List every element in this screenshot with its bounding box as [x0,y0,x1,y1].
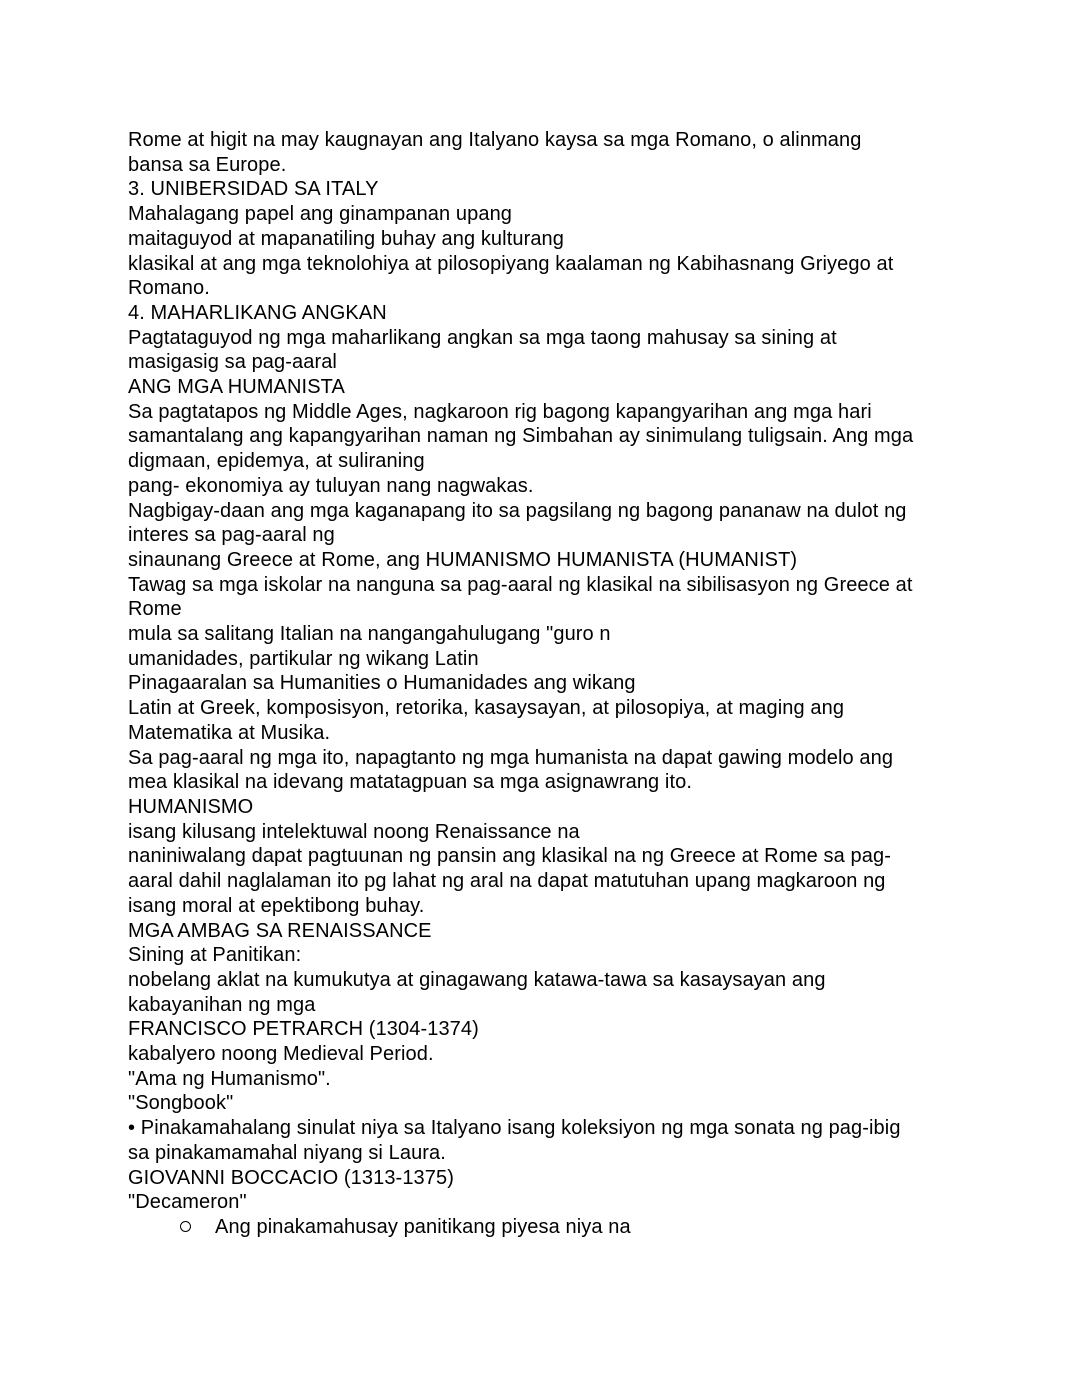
text-line: masigasig sa pag-aaral [128,351,337,374]
text-line: "Decameron" [128,1191,247,1214]
text-line: samantalang ang kapangyarihan naman ng Simbahan ay sinimulang tuligsain. Ang mga [128,425,914,448]
bullet-item-text: Ang pinakamahusay panitikang piyesa niya na [215,1215,631,1238]
text-line: Pagtataguyod ng mga maharlikang angkan sa mga taong mahusay sa sining at [128,326,837,349]
text-line: umanidades, partikular ng wikang Latin [128,647,479,670]
text-line: bansa sa Europe. [128,153,287,176]
text-line: Rome at higit na may kaugnayan ang Italyano kaysa sa mga Romano, o alinmang [128,129,862,151]
text-line: Pinagaaralan sa Humanities o Humanidades ang wikang [128,672,636,695]
text-line: Matematika at Musika. [128,721,331,744]
text-line: kabalyero noong Medieval Period. [128,1043,434,1066]
text-line: sinaunang Greece at Rome, ang HUMANISMO HUMANISTA (HUMANIST) [128,548,798,571]
text-line: maitaguyod at mapanatiling buhay ang kulturang [128,227,565,250]
bullet-list-item [128,1215,1018,1240]
text-line: aaral dahil naglalaman ito pg lahat ng aral na dapat matutuhan upang magkaroon ng [128,870,886,893]
text-line: Tawag sa mga iskolar na nanguna sa pag-aaral ng klasikal na sibilisasyon ng Greece at [128,573,913,596]
text-line: pang- ekonomiya ay tuluyan nang nagwakas. [128,474,534,497]
section-heading: FRANCISCO PETRARCH (1304-1374) [128,1018,479,1041]
text-line: Sa pagtatapos ng Middle Ages, nagkaroon rig bagong kapangyarihan ang mga hari [128,400,872,423]
text-line: mea klasikal na idevang matatagpuan sa mga asignawrang ito. [128,771,693,794]
text-line: "Ama ng Humanismo". [128,1067,331,1090]
text-line: interes sa pag-aaral ng [128,524,335,547]
text-line: isang kilusang intelektuwal noong Renaissance na [128,820,580,843]
section-heading: 4. MAHARLIKANG ANGKAN [128,301,387,324]
section-heading: GIOVANNI BOCCACIO (1313-1375) [128,1166,454,1189]
text-line: klasikal at ang mga teknolohiya at pilosopiyang kaalaman ng Kabihasnang Griyego at [128,252,894,275]
section-heading: 3. UNIBERSIDAD SA ITALY [128,178,379,201]
text-line: Sa pag-aaral ng mga ito, napagtanto ng mga humanista na dapat gawing modelo ang [128,746,894,769]
text-line: Nagbigay-daan ang mga kaganapang ito sa pagsilang ng bagong pananaw na dulot ng [128,499,907,522]
text-block [128,128,1018,1240]
section-heading: ANG MGA HUMANISTA [128,376,345,399]
text-line: sa pinakamamahal niyang si Laura. [128,1141,446,1164]
text-line: • Pinakamahalang sinulat niya sa Italyano isang koleksiyon ng mga sonata ng pag-ibig [128,1117,901,1140]
text-line: Romano. [128,277,210,300]
text-line: kabayanihan ng mga [128,993,316,1016]
open-circle-bullet-icon [180,1221,191,1232]
text-line: "Songbook" [128,1092,234,1115]
text-line: Rome [128,598,182,621]
text-line: nobelang aklat na kumukutya at ginagawang katawa-tawa sa kasaysayan ang [128,968,826,991]
text-line: mula sa salitang Italian na nangangahulugang "guro n [128,623,611,646]
text-line: Mahalagang papel ang ginampanan upang [128,203,513,226]
text-line: naniniwalang dapat pagtuunan ng pansin ang klasikal na ng Greece at Rome sa pag- [128,845,891,868]
text-line: digmaan, epidemya, at suliraning [128,450,425,473]
section-heading: HUMANISMO [128,795,254,818]
text-line: Latin at Greek, komposisyon, retorika, kasaysayan, at pilosopiya, at maging ang [128,697,845,720]
section-heading: MGA AMBAG SA RENAISSANCE [128,919,432,942]
text-line: isang moral at epektibong buhay. [128,894,425,917]
text-line: Sining at Panitikan: [128,944,302,967]
